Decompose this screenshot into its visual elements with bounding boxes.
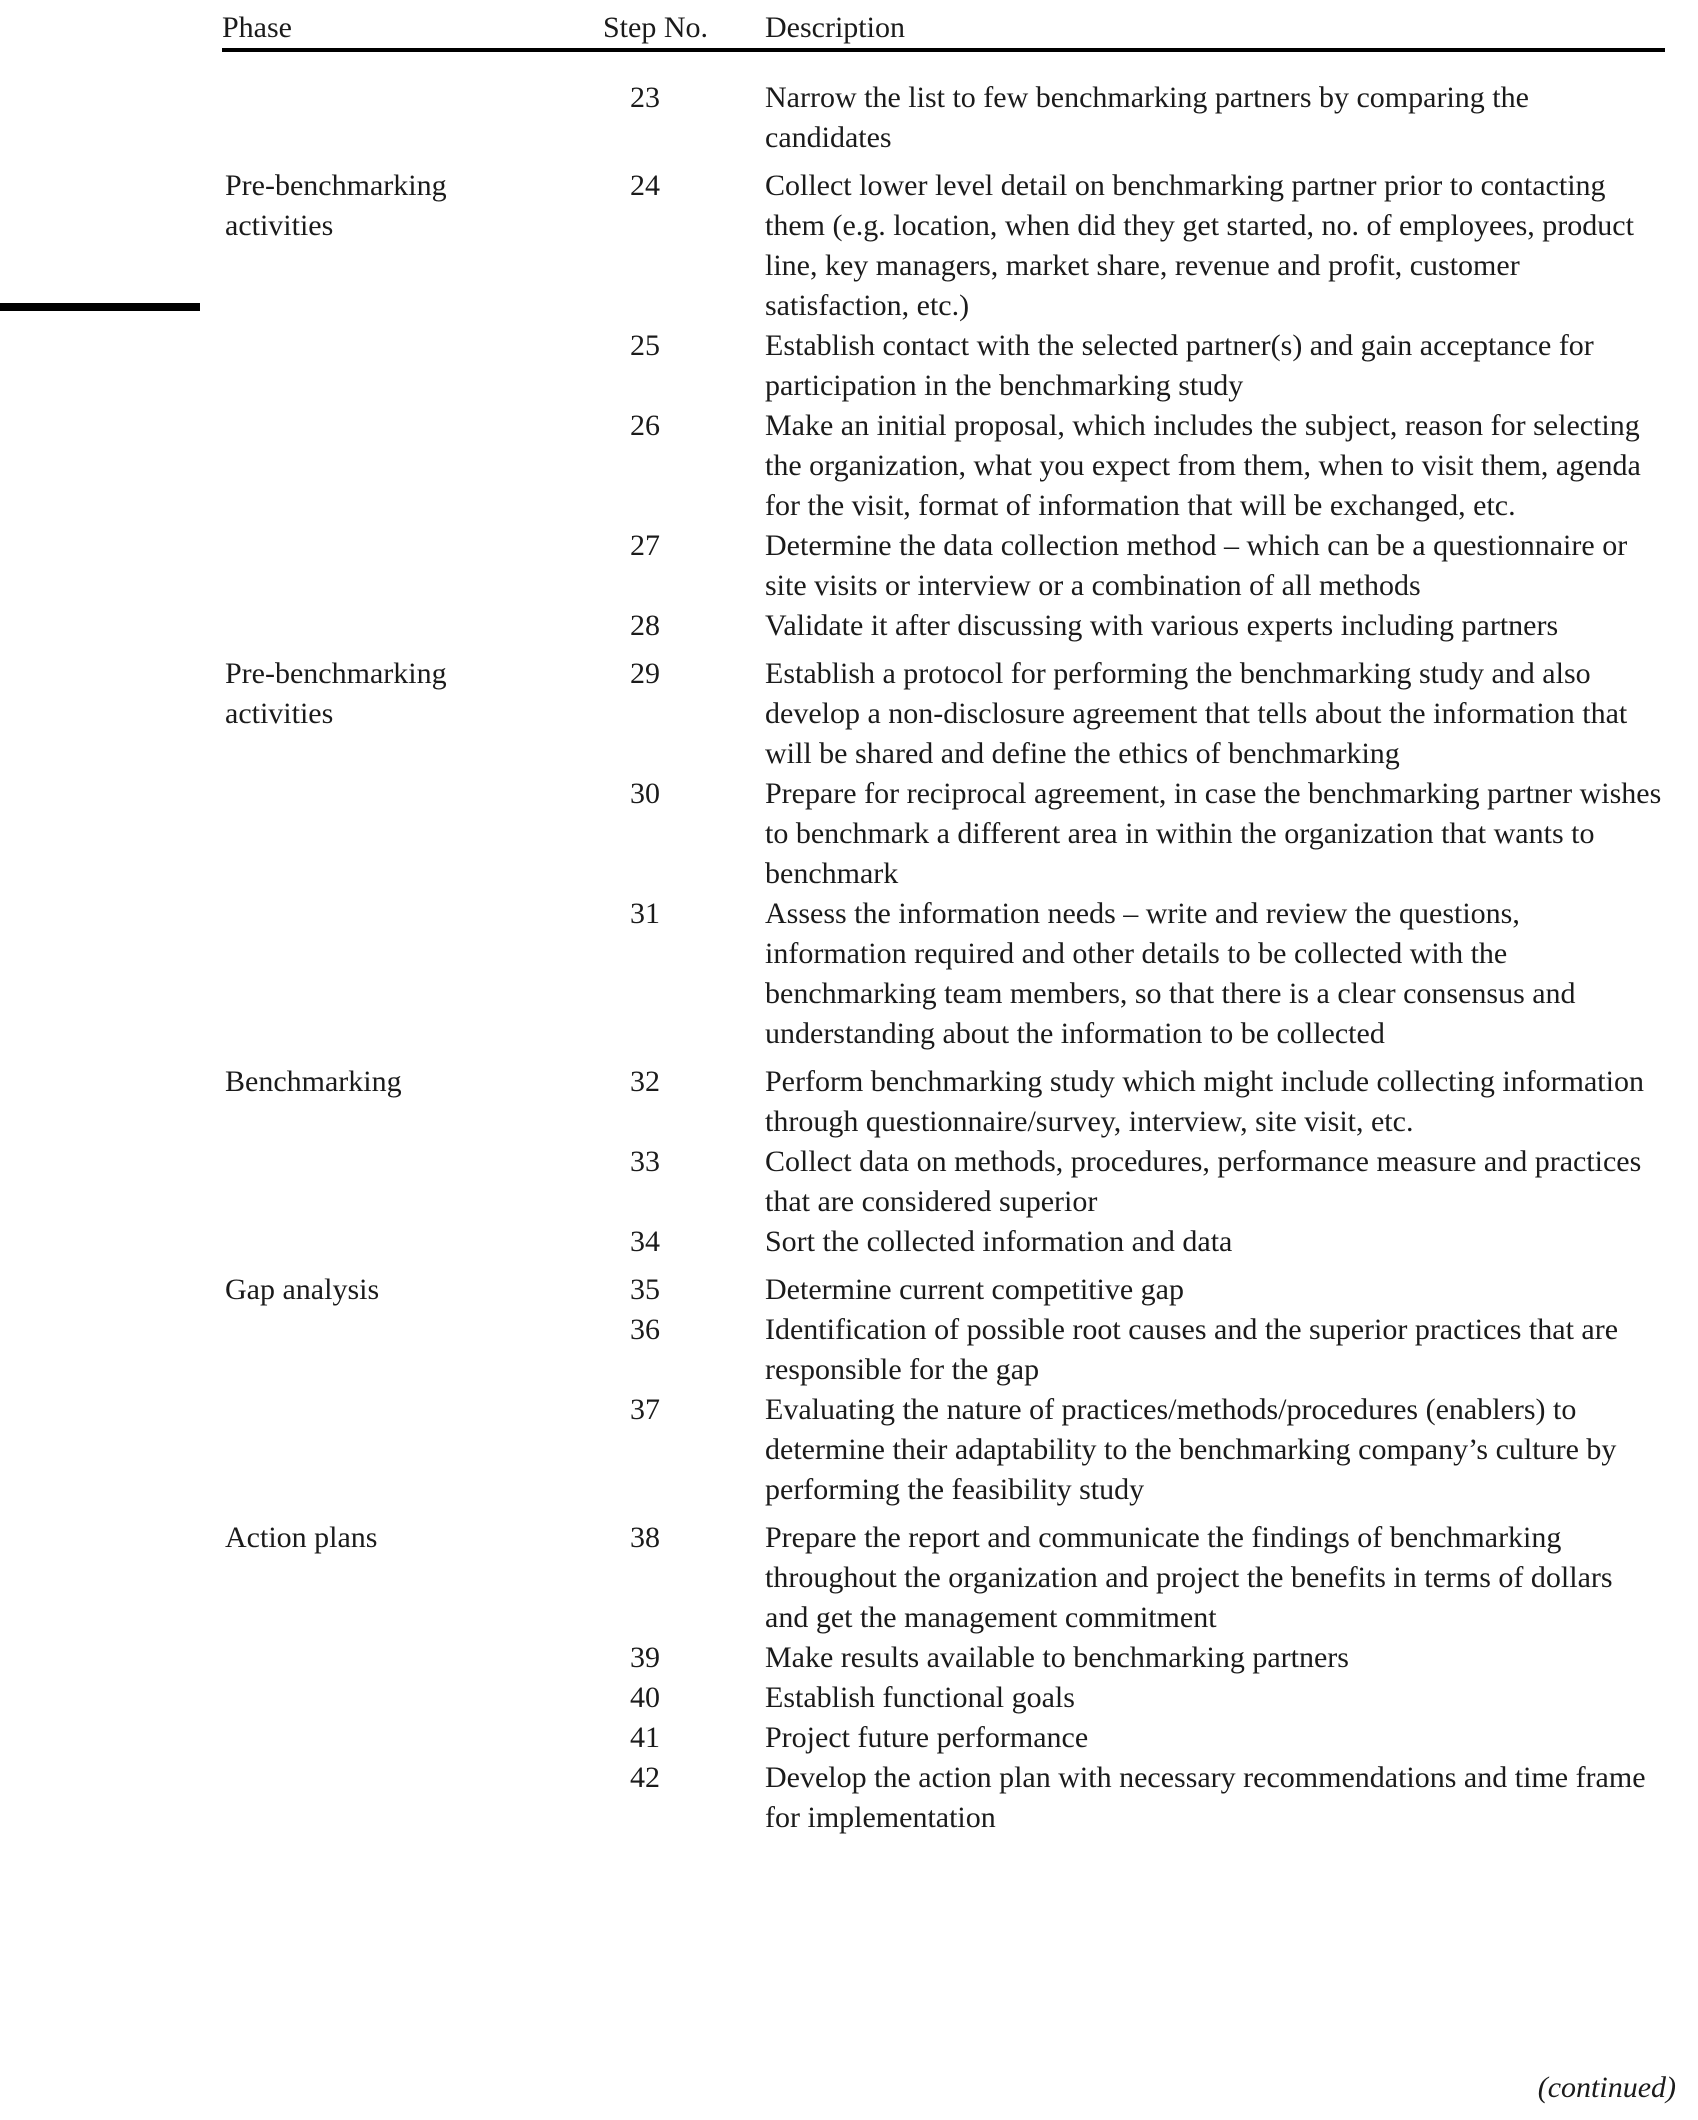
phase-cell: Pre-benchmarking activities <box>225 169 447 242</box>
description-cell: Establish a protocol for performing the benchmarking study and also develop a non-disclosure agreement that tells about the information that will be shared and define the ethics of benchmarking <box>765 657 1628 770</box>
description-cell: Identification of possible root causes and the superior practices that are responsible for the gap <box>765 1313 1619 1386</box>
description-cell: Determine the data collection method – which can be a questionnaire or site visits or interview or a combination of all methods <box>765 529 1628 602</box>
description-cell: Determine current competitive gap <box>765 1273 1184 1306</box>
table-row <box>222 526 1665 606</box>
step-number-cell: 36 <box>630 1313 660 1346</box>
step-number-cell: 28 <box>630 609 660 642</box>
journal-margin-bar <box>0 303 200 311</box>
table-row <box>222 1718 1665 1758</box>
step-number-cell: 25 <box>630 329 660 362</box>
step-number-cell: 31 <box>630 897 660 930</box>
step-number-cell: 38 <box>630 1521 660 1554</box>
description-cell: Collect lower level detail on benchmarking partner prior to contacting them (e.g. location, when did they get started, no. of employees, product line, key managers, market share, revenue and profit, customer satisfaction, etc.) <box>765 169 1634 322</box>
step-number-cell: 37 <box>630 1393 660 1426</box>
step-number-cell: 40 <box>630 1681 660 1714</box>
phase-cell: Action plans <box>225 1521 378 1554</box>
phase-cell <box>222 1758 525 1838</box>
description-cell: Make results available to benchmarking partners <box>765 1641 1349 1674</box>
table-row <box>222 406 1665 526</box>
description-cell: Prepare the report and communicate the findings of benchmarking throughout the organization and project the benefits in terms of dollars and get the management commitment <box>765 1521 1613 1634</box>
table-row <box>222 894 1665 1054</box>
table-row <box>222 1390 1665 1510</box>
benchmarking-steps-table <box>222 8 1665 1838</box>
column-header-phase: Phase <box>222 11 292 44</box>
description-cell: Perform benchmarking study which might include collecting information through questionnaire/survey, interview, site visit, etc. <box>765 1065 1644 1138</box>
step-number-cell: 24 <box>630 169 660 202</box>
table-row <box>222 1518 1665 1638</box>
description-cell: Establish functional goals <box>765 1681 1075 1714</box>
step-number-cell: 34 <box>630 1225 660 1258</box>
step-number-cell: 35 <box>630 1273 660 1306</box>
step-number-cell: 30 <box>630 777 660 810</box>
description-cell: Develop the action plan with necessary recommendations and time frame for implementation <box>765 1761 1646 1834</box>
phase-cell <box>222 326 525 406</box>
table-row <box>222 1310 1665 1390</box>
table-row <box>222 1678 1665 1718</box>
table-row <box>222 78 1665 158</box>
phase-cell <box>222 78 525 158</box>
description-cell: Sort the collected information and data <box>765 1225 1233 1258</box>
phase-cell <box>222 1142 525 1222</box>
table-header-row <box>222 8 1665 52</box>
phase-cell <box>222 774 525 894</box>
description-cell: Evaluating the nature of practices/methods/procedures (enablers) to determine their adaptability to the benchmarking company’s culture by performing the feasibility study <box>765 1393 1617 1506</box>
step-number-cell: 29 <box>630 657 660 690</box>
phase-cell: Gap analysis <box>225 1273 380 1306</box>
table-row <box>222 1062 1665 1142</box>
phase-cell: Pre-benchmarking activities <box>225 657 447 730</box>
table-row <box>222 654 1665 774</box>
step-number-cell: 42 <box>630 1761 660 1794</box>
description-cell: Validate it after discussing with various experts including partners <box>765 609 1559 642</box>
continued-note: (continued) <box>1537 2071 1676 2104</box>
column-header-description: Description <box>765 11 905 44</box>
table-row <box>222 1758 1665 1838</box>
step-number-cell: 33 <box>630 1145 660 1178</box>
phase-cell <box>222 894 525 1054</box>
description-cell: Make an initial proposal, which includes the subject, reason for selecting the organization, what you expect from them, when to visit them, agenda for the visit, format of information that will be exchanged, etc. <box>765 409 1641 522</box>
table-row <box>222 774 1665 894</box>
phase-cell <box>222 1390 525 1510</box>
phase-cell: Benchmarking <box>225 1065 402 1098</box>
phase-cell <box>222 1718 525 1758</box>
step-number-cell: 26 <box>630 409 660 442</box>
table-row <box>222 326 1665 406</box>
step-number-cell: 27 <box>630 529 660 562</box>
description-cell: Collect data on methods, procedures, performance measure and practices that are considered superior <box>765 1145 1642 1218</box>
step-number-cell: 23 <box>630 81 660 114</box>
table-row <box>222 1222 1665 1262</box>
description-cell: Establish contact with the selected partner(s) and gain acceptance for participation in the benchmarking study <box>765 329 1594 402</box>
phase-cell <box>222 526 525 606</box>
step-number-cell: 39 <box>630 1641 660 1674</box>
table-row <box>222 1638 1665 1678</box>
column-header-step-no: Step No. <box>603 11 708 44</box>
table-row <box>222 1142 1665 1222</box>
phase-cell <box>222 1310 525 1390</box>
step-number-cell: 41 <box>630 1721 660 1754</box>
description-cell: Narrow the list to few benchmarking partners by comparing the candidates <box>765 81 1529 154</box>
phase-cell <box>222 1638 525 1678</box>
table-row <box>222 606 1665 646</box>
phase-cell <box>222 406 525 526</box>
table-body <box>222 78 1665 1838</box>
table-row <box>222 1270 1665 1310</box>
description-cell: Prepare for reciprocal agreement, in case the benchmarking partner wishes to benchmark a different area in within the organization that wants to benchmark <box>765 777 1662 890</box>
phase-cell <box>222 1678 525 1718</box>
table-row <box>222 166 1665 326</box>
description-cell: Assess the information needs – write and review the questions, information required and other details to be collected with the benchmarking team members, so that there is a clear consensus and understanding about the information to be collected <box>765 897 1576 1050</box>
description-cell: Project future performance <box>765 1721 1089 1754</box>
phase-cell <box>222 606 525 646</box>
step-number-cell: 32 <box>630 1065 660 1098</box>
phase-cell <box>222 1222 525 1262</box>
